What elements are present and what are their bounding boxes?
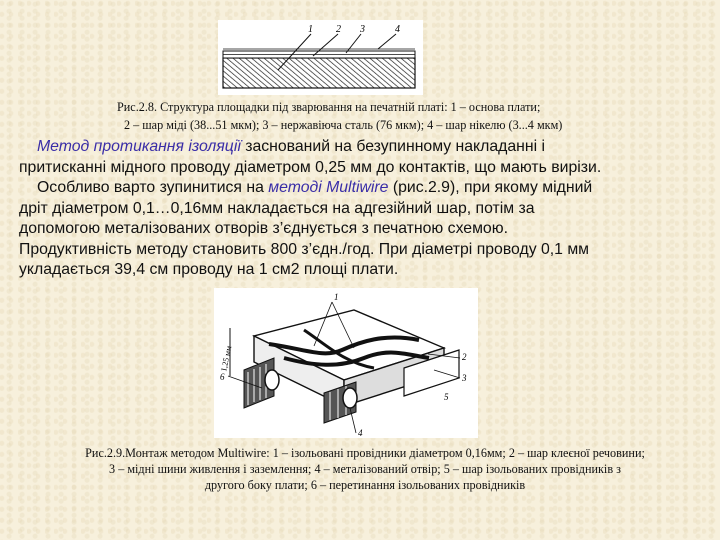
paragraph-2-line-5: укладається 39,4 см проводу на 1 см2 площі плати.	[19, 261, 399, 278]
paragraph-2-line-4: Продуктивність методу становить 800 з’єдн./год. При діаметрі проводу 0,1 мм	[19, 240, 590, 258]
figure-2-8-caption-line2: 2 – шар міді (38...51 мкм); 3 – нержавіюча сталь (76 мкм); 4 – шар нікелю (3...4 мкм)	[124, 118, 563, 132]
paragraph-2-line-1: Особливо варто зупинитися на методі Multiwire (рис.2.9), при якому мідний	[37, 179, 593, 196]
paragraph-2-line-3: допомогою металізованих отворів з’єднується з печатною схемою.	[19, 220, 508, 237]
label-2: 2	[336, 24, 341, 35]
method-multiwire-link: методі Multiwire	[268, 179, 389, 196]
body-text	[19, 137, 709, 281]
label-1: 1	[334, 292, 339, 302]
figure-2-8-caption-line1: Рис.2.8. Структура площадки під зварювання на печатній платі: 1 – основа плати;	[117, 100, 541, 114]
multiwire-drawing	[214, 288, 478, 438]
paragraph-1-line-2: притисканні мідного проводу діаметром 0,25 мм до контактів, що мають вирізи.	[19, 158, 602, 176]
plated-hole-center	[343, 388, 357, 408]
label-2: 2	[462, 352, 467, 362]
plated-hole-left	[265, 370, 279, 390]
figure-2-9-multiwire	[214, 288, 478, 438]
pad-structure-drawing	[218, 20, 423, 95]
label-3: 3	[462, 373, 467, 383]
figure-2-9-caption-line3: другого боку плати; 6 – перетинання ізольованих провідників	[204, 478, 526, 492]
label-3: 3	[360, 24, 365, 35]
figure-2-8-pad-structure	[218, 20, 423, 95]
figure-2-9-caption-line1: Рис.2.9.Монтаж методом Multiwire: 1 – ізольовані провідники діаметром 0,16мм; 2 – шар клеєної речовини;	[85, 446, 645, 460]
figure-2-9-caption	[30, 445, 700, 493]
label-6: 6	[220, 372, 225, 382]
base-layer	[223, 58, 415, 88]
paragraph-1-line-1: Метод протикання ізоляції заснований на безупинному накладанні і	[37, 138, 545, 155]
label-1: 1	[308, 24, 313, 35]
paragraph-2-line-2: дріт діаметром 0,1…0,16мм накладається на адгезійний шар, потім за	[19, 199, 535, 217]
label-4: 4	[395, 24, 400, 35]
label-5: 5	[444, 392, 449, 402]
figure-2-9-caption-line2: 3 – мідні шини живлення і заземлення; 4 – металізований отвір; 5 – шар ізольованих провідників з	[109, 462, 621, 476]
method-insulation-piercing-link: Метод протикання ізоляції	[37, 138, 241, 155]
dimension-label: 1,25 мм	[219, 344, 234, 373]
label-4: 4	[358, 428, 363, 438]
